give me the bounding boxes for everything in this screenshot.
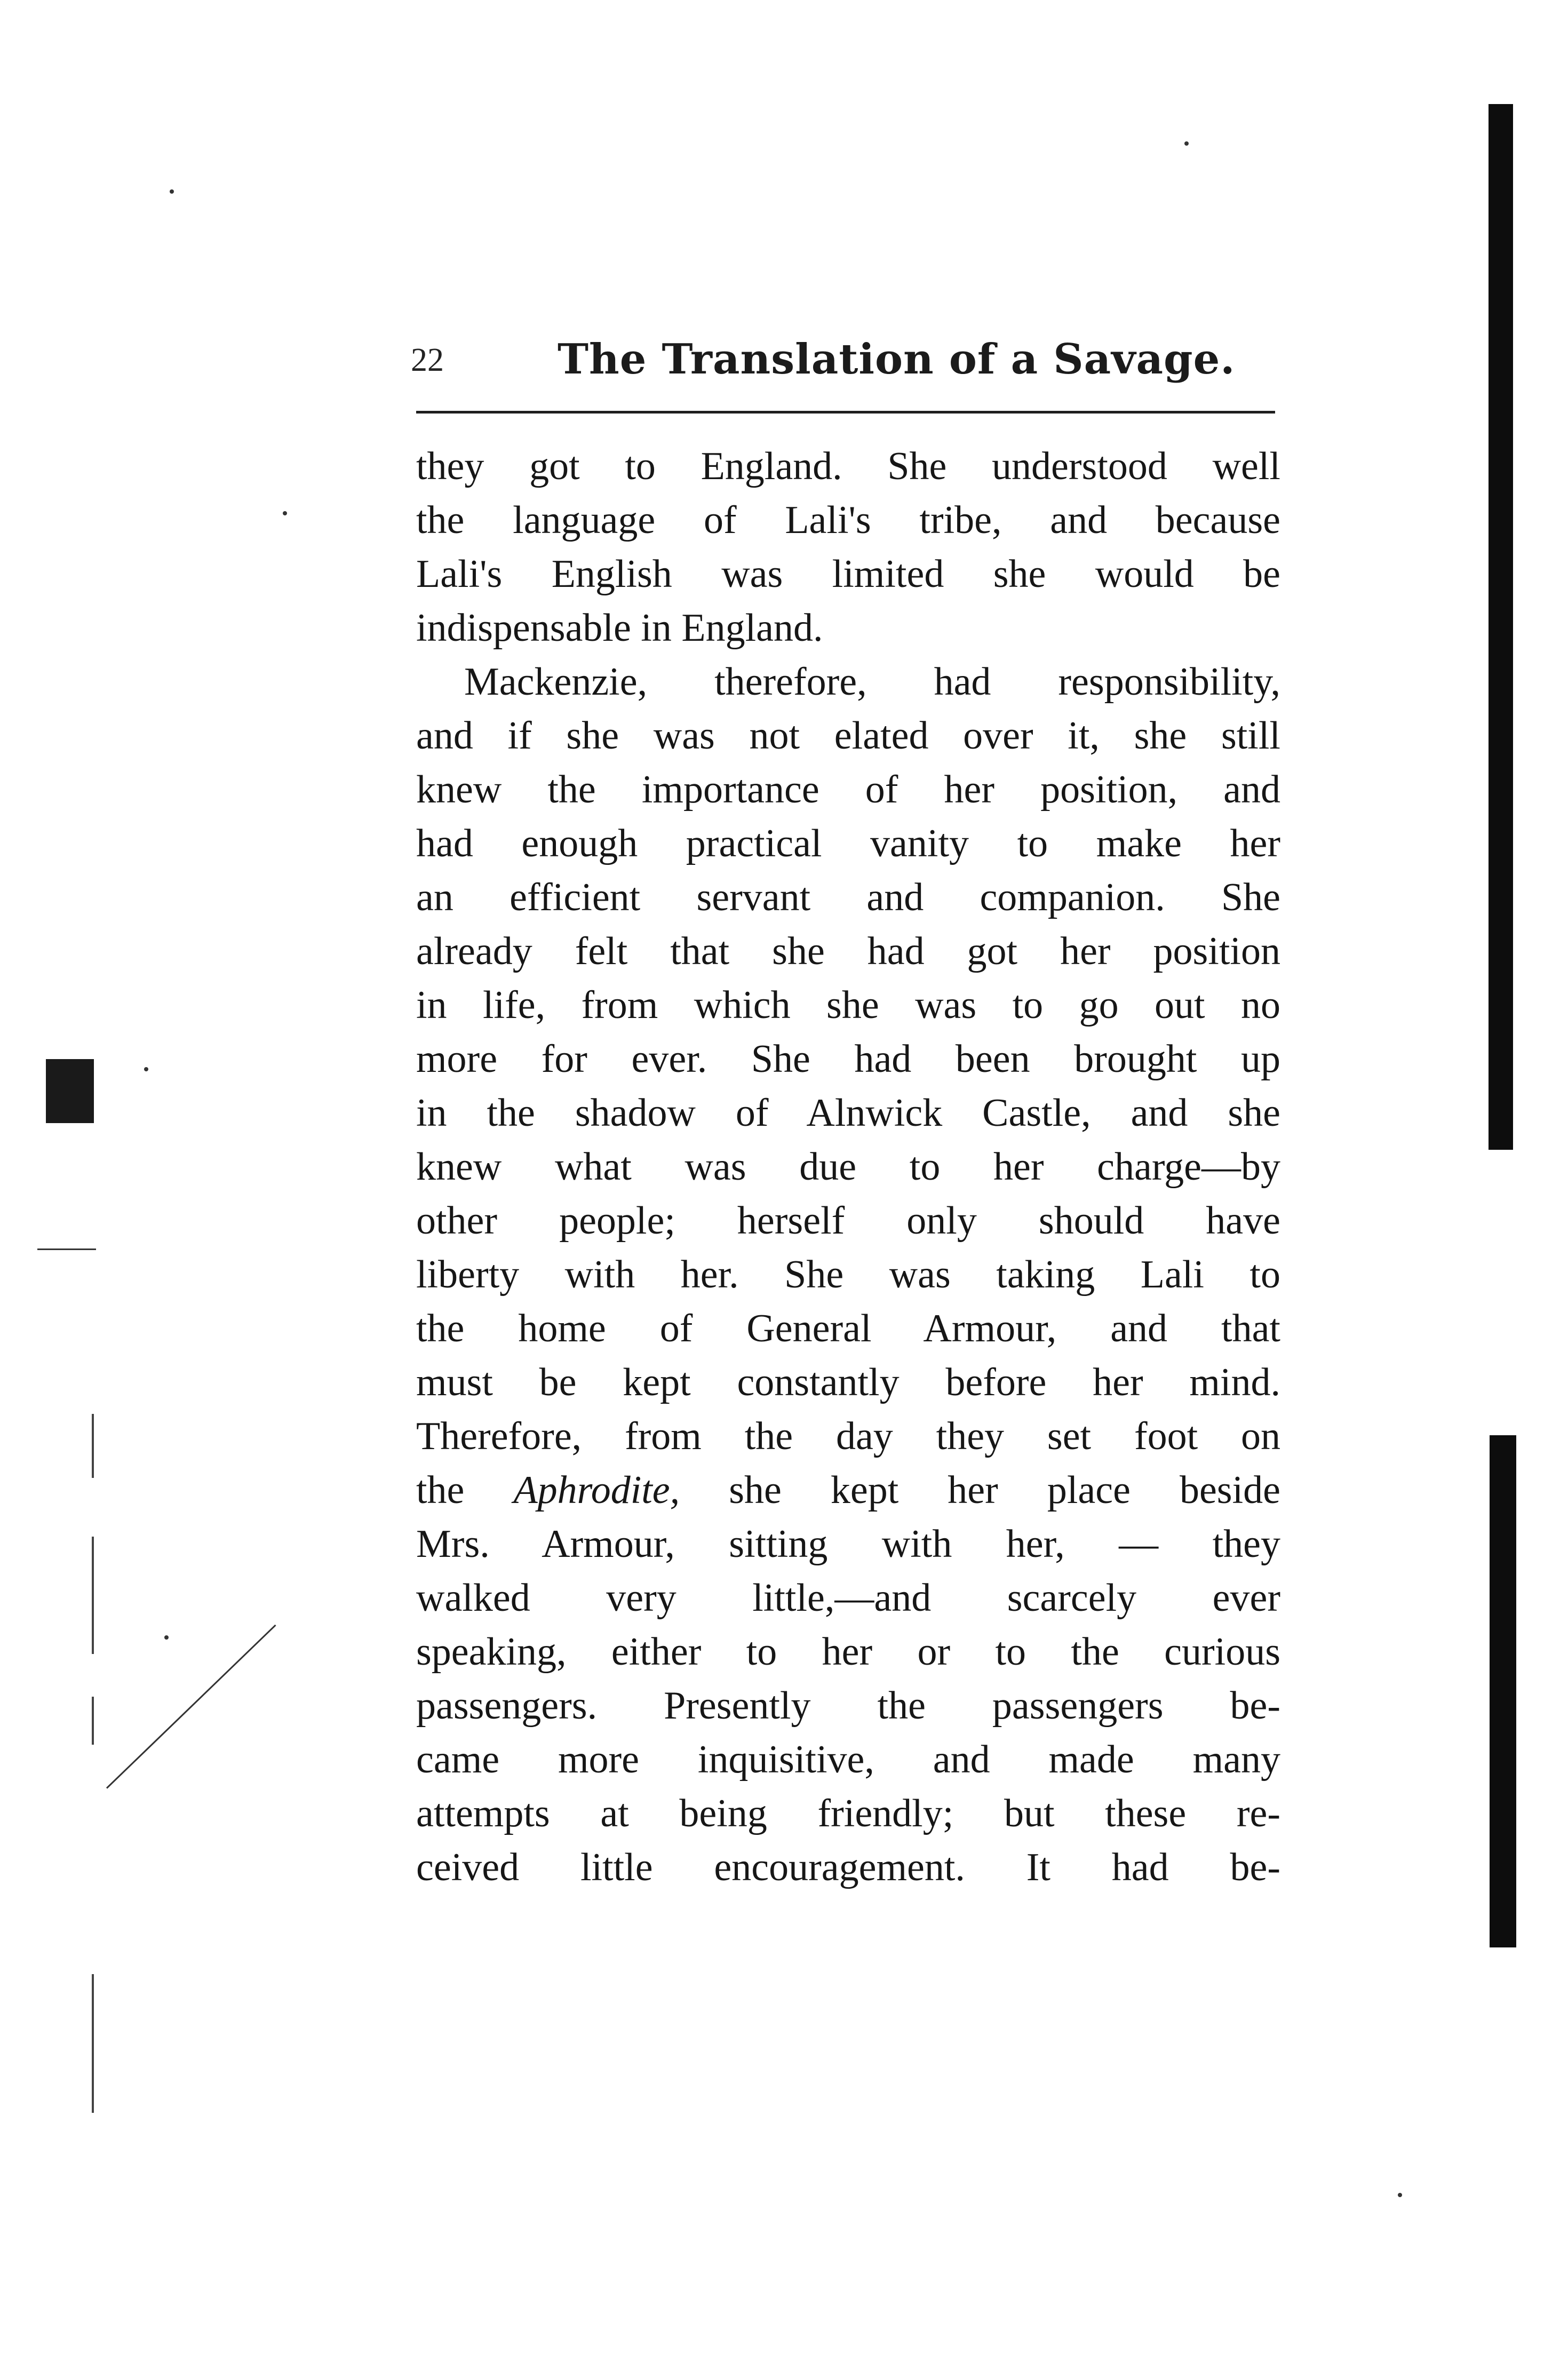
text-line: in the shadow of Alnwick Castle, and she (416, 1091, 1280, 1135)
scan-speck (1184, 141, 1189, 146)
text-line: in life, from which she was to go out no (416, 983, 1280, 1027)
text-line: an efficient servant and companion. She (416, 876, 1280, 919)
scan-speck (170, 189, 174, 194)
scan-edge-shadow (1490, 1435, 1516, 1947)
scan-edge-tick (92, 1697, 94, 1745)
text-line: and if she was not elated over it, she still (416, 714, 1280, 758)
scan-speck (1398, 2193, 1402, 2197)
ship-name-italic: Aphrodite, (513, 1468, 680, 1512)
running-header (411, 335, 1275, 388)
text-line: they got to England. She understood well (416, 444, 1280, 488)
text-line: ceived little encouragement. It had be- (416, 1846, 1280, 1889)
scan-edge-shadow (1489, 104, 1513, 1150)
text-line: knew what was due to her charge—by (416, 1145, 1280, 1189)
text-line: Therefore, from the day they set foot on (416, 1414, 1280, 1458)
text-line: indispensable in England. (416, 606, 823, 650)
header-rule (416, 411, 1275, 413)
text-line: passengers. Presently the passengers be- (416, 1684, 1280, 1728)
scan-speck (283, 511, 287, 515)
page-number: 22 (411, 342, 444, 378)
text-line: more for ever. She had been brought up (416, 1037, 1280, 1081)
text-line: came more inquisitive, and made many (416, 1738, 1280, 1782)
scan-edge-tick (92, 1537, 94, 1654)
line-text-after: she kept her place beside (680, 1468, 1280, 1512)
text-line: attempts at being friendly; but these re- (416, 1792, 1280, 1835)
text-line: knew the importance of her position, and (416, 768, 1280, 812)
text-line: liberty with her. She was taking Lali to (416, 1253, 1280, 1297)
scan-edge-line (37, 1248, 96, 1250)
text-line: Lali's English was limited she would be (416, 552, 1280, 596)
line-text-before: the (416, 1468, 514, 1512)
text-line: must be kept constantly before her mind. (416, 1361, 1280, 1404)
text-line: speaking, either to her or to the curious (416, 1630, 1280, 1674)
text-line: Mrs. Armour, sitting with her, — they (416, 1522, 1280, 1566)
text-line: the language of Lali's tribe, and because (416, 498, 1280, 542)
text-line: walked very little,—and scarcely ever (416, 1576, 1280, 1620)
scan-edge-tick (92, 1414, 94, 1478)
text-line: already felt that she had got her position (416, 929, 1280, 973)
paragraph-start-line: Mackenzie, therefore, had responsibility, (464, 660, 1280, 704)
scan-edge-tick (92, 1974, 94, 2113)
scan-edge-mark (46, 1059, 94, 1123)
text-line: other people; herself only should have (416, 1199, 1280, 1243)
scan-scratch-line (106, 1625, 276, 1789)
scan-speck (144, 1067, 148, 1071)
text-line: the home of General Armour, and that (416, 1307, 1280, 1350)
scan-speck (164, 1635, 169, 1640)
running-title: The Translation of a Savage. (558, 335, 1236, 384)
text-line-with-italic (416, 1464, 1280, 1517)
body-text (416, 440, 1280, 1895)
text-line: had enough practical vanity to make her (416, 822, 1280, 865)
